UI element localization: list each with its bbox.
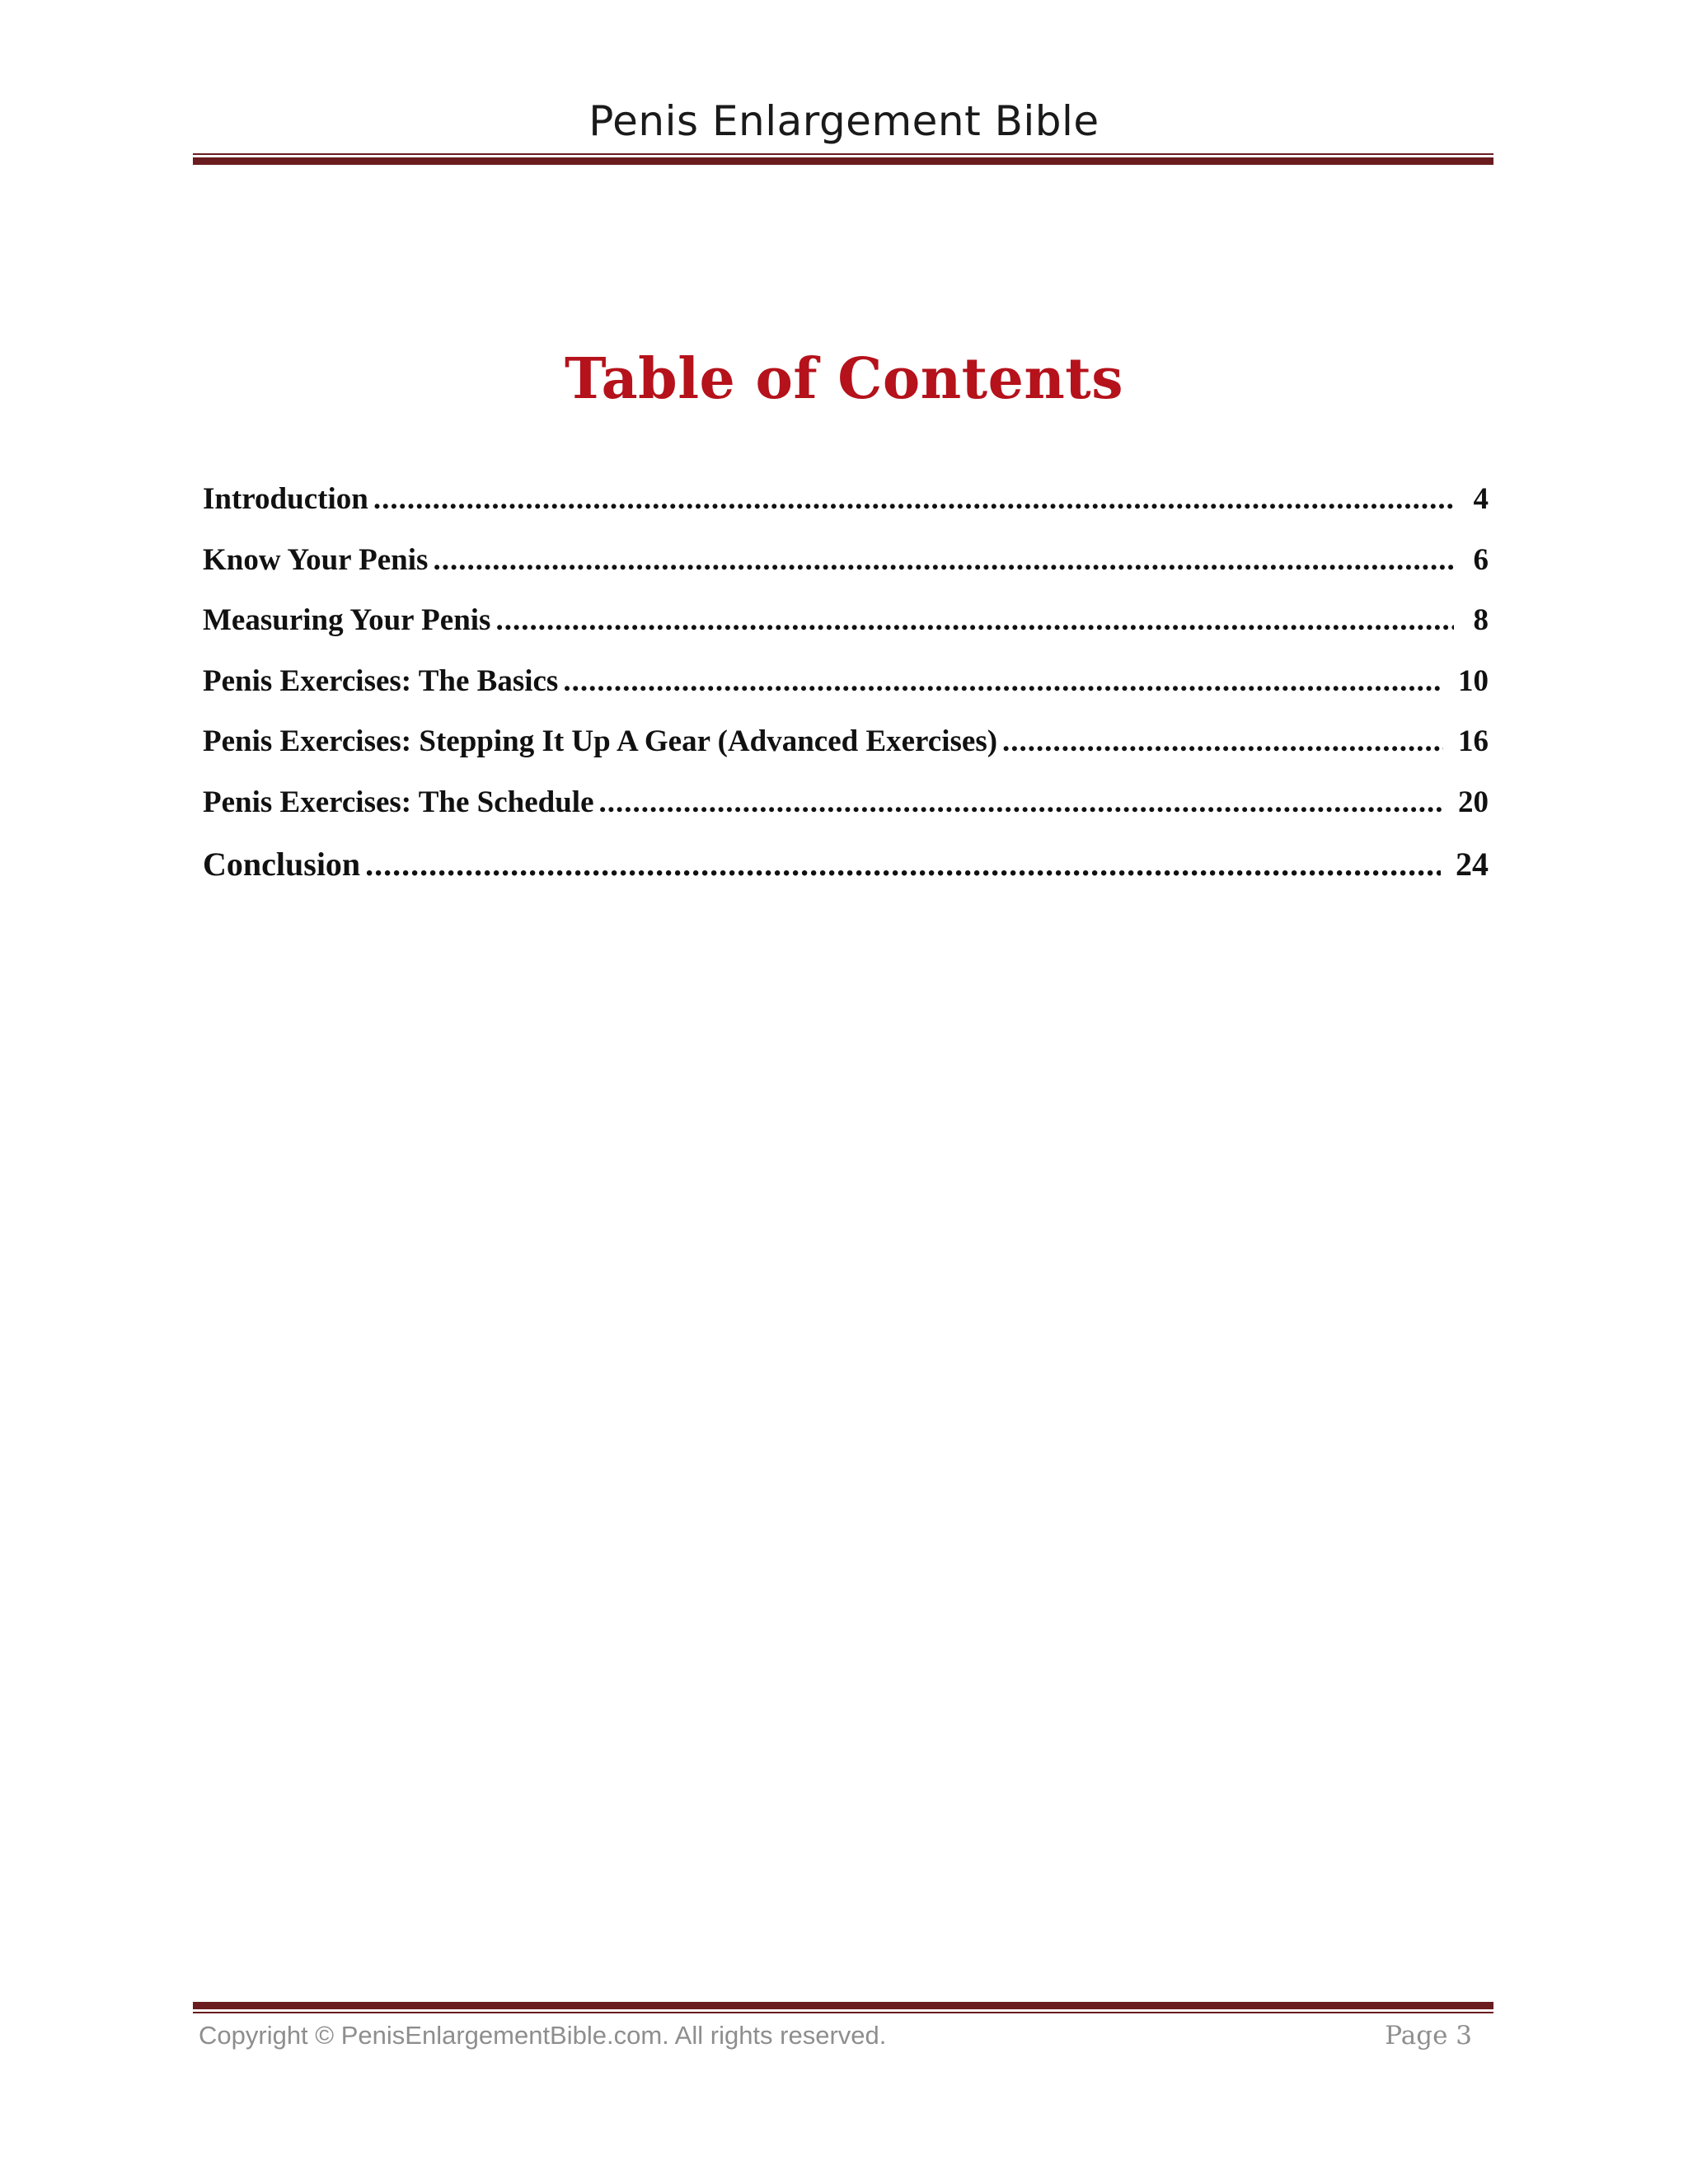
toc-entry-label: Measuring Your Penis (203, 603, 491, 637)
toc-entry-page-number: 8 (1473, 603, 1489, 637)
toc-dot-leader (1002, 724, 1443, 759)
toc-entry-exercises-schedule[interactable] (203, 785, 1489, 846)
toc-heading: Table of Contents (565, 346, 1123, 412)
footer-rule-thick (193, 2002, 1493, 2009)
running-header-title: Penis Enlargement Bible (588, 97, 1100, 145)
toc-entry-exercises-basics[interactable] (203, 663, 1489, 724)
toc-entry-page-number: 10 (1458, 663, 1489, 698)
toc-entry-page-number: 6 (1473, 542, 1489, 577)
toc-dot-leader (495, 602, 1454, 638)
toc-dot-leader (433, 542, 1454, 578)
header-rule-thick (193, 157, 1493, 165)
footer-rule-thin (193, 2012, 1493, 2013)
footer-copyright: Copyright © PenisEnlargementBible.com. All rights reserved. (199, 2021, 887, 2050)
toc-entry-label: Know Your Penis (203, 542, 429, 577)
toc-entry-know-your-penis[interactable] (203, 542, 1489, 603)
footer-page-number: Page 3 (1385, 2021, 1472, 2050)
toc-entry-page-number: 4 (1473, 482, 1489, 516)
toc-entry-label: Penis Exercises: Stepping It Up A Gear (Advanced Exercises) (203, 724, 998, 758)
toc-entry-page-number: 24 (1456, 846, 1489, 883)
toc-entry-label: Penis Exercises: The Schedule (203, 785, 594, 819)
toc-list (203, 481, 1489, 906)
toc-entry-introduction[interactable] (203, 481, 1489, 542)
toc-entry-measuring-your-penis[interactable] (203, 602, 1489, 663)
toc-dot-leader (365, 845, 1441, 883)
toc-entry-conclusion[interactable] (203, 845, 1489, 906)
toc-entry-label: Introduction (203, 482, 368, 516)
toc-entry-label: Penis Exercises: The Basics (203, 663, 559, 698)
toc-entry-label: Conclusion (203, 846, 361, 883)
toc-entry-page-number: 16 (1458, 724, 1489, 758)
toc-entry-page-number: 20 (1458, 785, 1489, 819)
toc-dot-leader (563, 663, 1443, 699)
toc-dot-leader (373, 481, 1454, 517)
header-rule-thin (193, 153, 1493, 155)
toc-dot-leader (599, 785, 1444, 820)
toc-entry-exercises-advanced[interactable] (203, 724, 1489, 785)
